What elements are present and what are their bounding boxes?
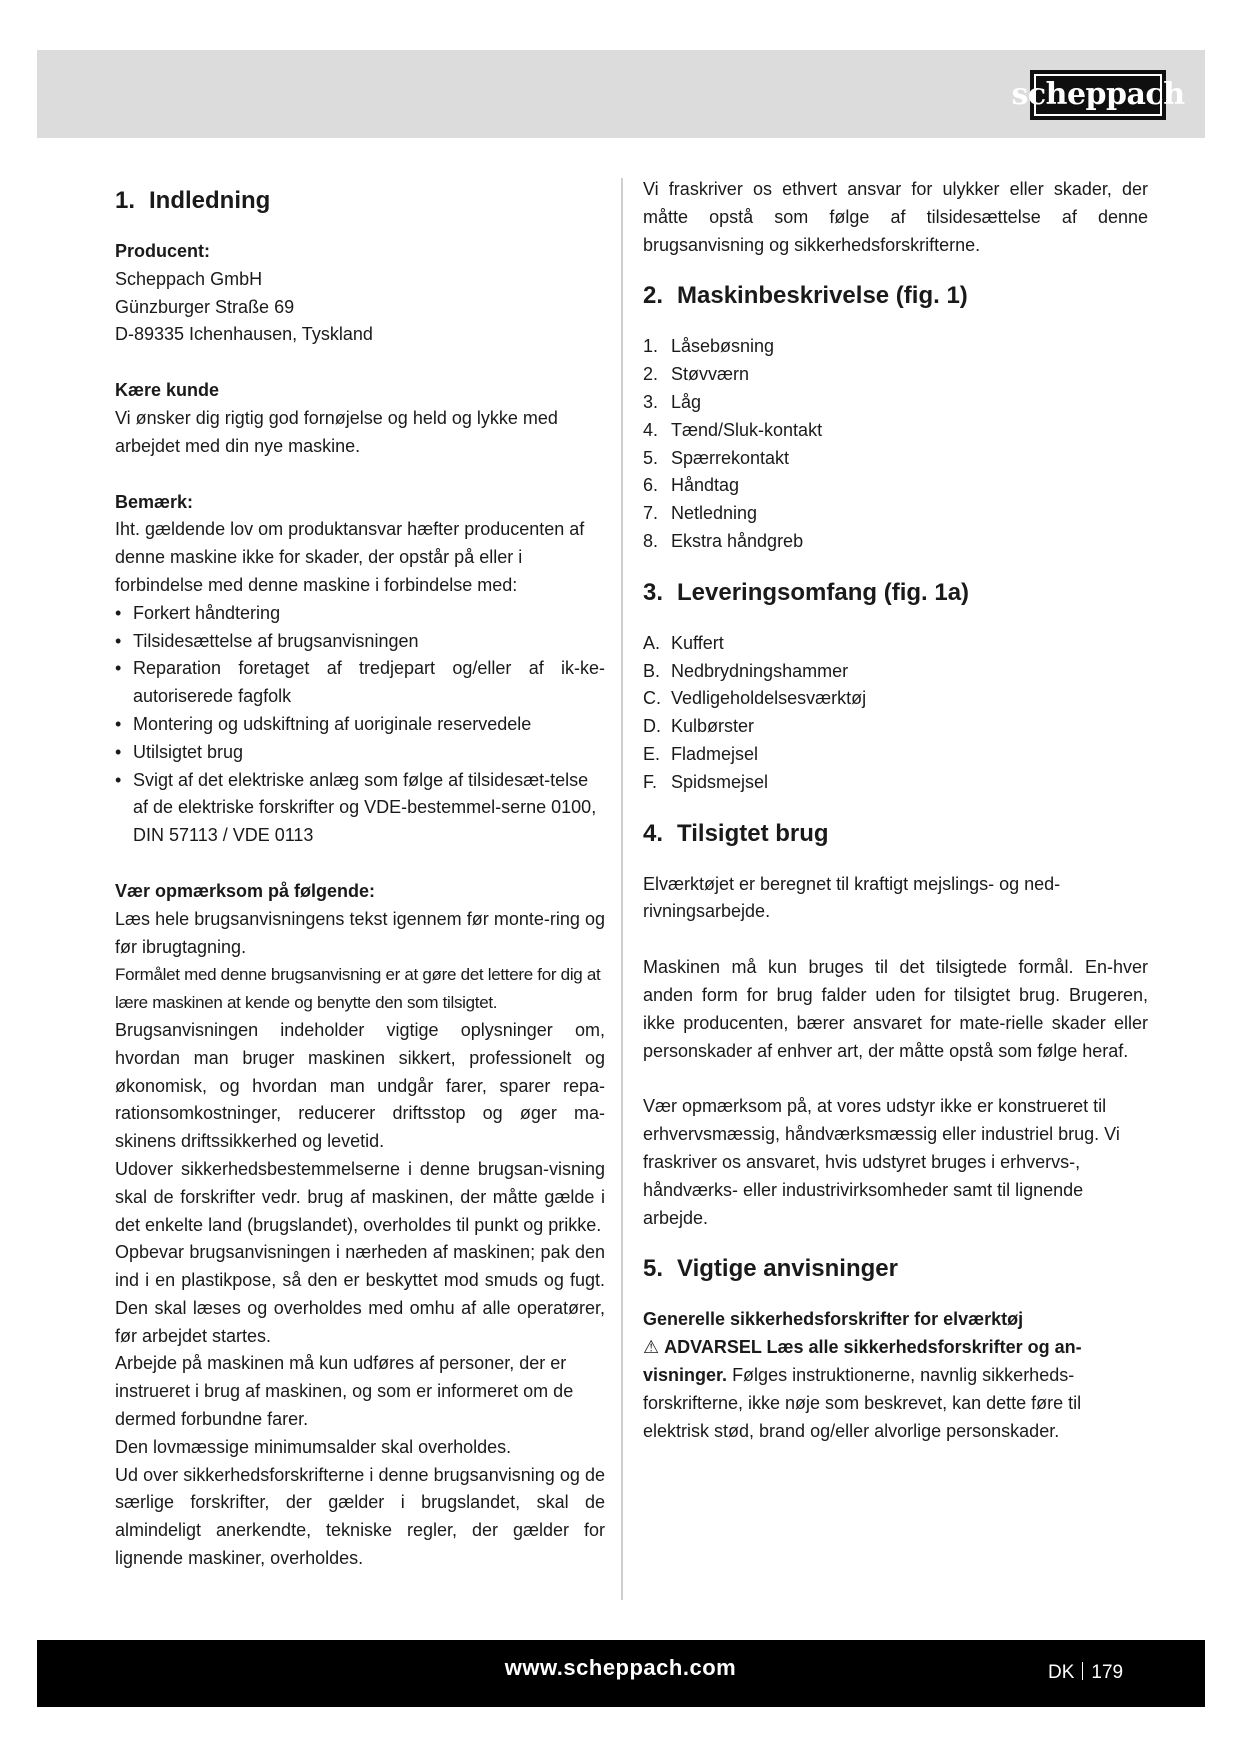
producer-label: Producent: <box>115 241 211 261</box>
dear-customer-label: Kære kunde <box>115 380 220 401</box>
producer-line: Scheppach GmbH <box>115 268 263 289</box>
list-item: • Montering og udskiftning af uoriginale reservedele <box>115 711 605 739</box>
left-column <box>115 178 605 1573</box>
section-heading-scope-of-delivery: 3. Leveringsomfang (fig. 1a) <box>643 578 970 606</box>
warning-text: Følges instruktionerne, navnlig sikkerheds-forskrifterne, ikke nøje som beskrevet, kan dette føre til elektrisk stød, brand og/eller alvorlige personskader. <box>643 1364 1082 1441</box>
machine-parts-list <box>643 333 1148 555</box>
list-item: • Svigt af det elektriske anlæg som følge af tilsidesæt-telse af de elektriske forskrifter og VDE-bestemmel-serne 0100, DIN 57113 / VDE 0113 <box>115 767 605 850</box>
producer-line: Günzburger Straße 69 <box>115 296 295 317</box>
dear-customer-text: Vi ønsker dig rigtig god fornøjelse og held og lykke med arbejdet med din nye maskine. <box>115 407 558 456</box>
list-item: F. Spidsmejsel <box>643 771 769 792</box>
warning-icon: ⚠ <box>643 1337 660 1358</box>
list-item: E. Fladmejsel <box>643 743 759 764</box>
list-item: B. Nedbrydningshammer <box>643 660 849 681</box>
intended-use-paragraph: Vær opmærksom på, at vores udstyr ikke er konstrueret til erhvervsmæssig, håndværksmæssig eller industriel brug. Vi fraskriver os ansvaret, hvis udstyret bruges i erhvervs-, håndværks- eller industrivirksomheder samt til lignende arbejde. <box>643 1096 1120 1228</box>
attention-paragraph: Arbejde på maskinen må kun udføres af personer, der er instrueret i brug af maskinen, og som er informeret om de dermed forbundne farer. <box>115 1353 574 1430</box>
safety-rules-label: Generelle sikkerhedsforskrifter for elværktøj <box>643 1309 1024 1330</box>
list-item: • Utilsigtet brug <box>115 739 605 767</box>
intended-use-paragraph: Maskinen må kun bruges til det tilsigtede formål. En-hver anden form for brug falder uden for tilsigtet brug. Brugeren, ikke producenten, bærer ansvaret for mate-rielle skader eller personskader af enhver art, der måtte opstå som følge heraf. <box>643 957 1148 1061</box>
list-item: 6. Håndtag <box>643 475 740 496</box>
attention-paragraph: Den lovmæssige minimumsalder skal overholdes. <box>115 1436 512 1457</box>
attention-paragraph: Læs hele brugsanvisningens tekst igennem før monte-ring og før ibrugtagning. <box>115 908 605 957</box>
disclaimer-text: Vi fraskriver os ethvert ansvar for ulykker eller skader, der måtte opstå som følge af tilsidesættelse af denne brugsanvisning og sikkerhedsforskrifterne. <box>643 179 1148 255</box>
delivery-list <box>643 630 1148 797</box>
list-item: 3. Låg <box>643 391 702 412</box>
list-item: • Forkert håndtering <box>115 600 605 628</box>
list-item: A. Kuffert <box>643 632 724 653</box>
warning-paragraph <box>643 1334 1148 1445</box>
attention-paragraph: Formålet med denne brugsanvisning er at gøre det lettere for dig at lære maskinen at kende og benytte den som tilsigtet. <box>115 965 601 1013</box>
list-item: • Tilsidesættelse af brugsanvisningen <box>115 628 605 656</box>
intended-use-paragraph: Elværktøjet er beregnet til kraftigt mejslings- og ned-rivningsarbejde. <box>643 873 1061 922</box>
warning-bold-text: ADVARSEL Læs alle sikkerhedsforskrifter og an-visninger. <box>643 1337 1082 1385</box>
list-item: 7. Netledning <box>643 503 758 524</box>
list-item: 5. Spærrekontakt <box>643 447 790 468</box>
list-item: 4. Tænd/Sluk-kontakt <box>643 419 823 440</box>
producer-line: D-89335 Ichenhausen, Tyskland <box>115 324 373 345</box>
attention-paragraph: Udover sikkerhedsbestemmelserne i denne brugsan-visning skal de forskrifter vedr. brug af maskinen, der måtte gælde i det enkelte land (brugslandet), overholdes til punkt og prikke. <box>115 1158 605 1235</box>
attention-label: Vær opmærksom på følgende: <box>115 880 376 901</box>
attention-paragraph: Ud over sikkerhedsforskrifterne i denne brugsanvisning og de særlige forskrifter, der gælder i brugslandet, skal de almindeligt anerkendte, tekniske regler, der gælder for lignende maskiner, overholdes. <box>115 1464 605 1569</box>
section-heading-important-instructions: 5. Vigtige anvisninger <box>643 1255 898 1283</box>
attention-paragraph: Brugsanvisningen indeholder vigtige oplysninger om, hvordan man bruger maskinen sikkert, professionelt og økonomisk, og hvordan man undgår farer, sparer repa-rationsomkostninger, reducerer driftsstop og øger ma-skinens driftssikkerhed og levetid. <box>115 1019 605 1152</box>
section-heading-machine-description: 2. Maskinbeskrivelse (fig. 1) <box>643 282 968 310</box>
list-item: • Reparation foretaget af tredjepart og/eller af ik-ke-autoriserede fagfolk <box>115 655 605 711</box>
list-item: D. Kulbørster <box>643 716 755 737</box>
list-item: 2. Støvværn <box>643 364 750 385</box>
column-divider <box>621 178 623 1600</box>
list-item: 8. Ekstra håndgreb <box>643 530 804 551</box>
list-item: C. Vedligeholdelsesværktøj <box>643 688 867 709</box>
note-label: Bemærk: <box>115 491 194 512</box>
scheppach-logo: scheppach <box>1030 70 1166 120</box>
footer-website-link[interactable]: www.scheppach.com <box>504 1655 737 1680</box>
note-text: Iht. gældende lov om produktansvar hæfter producenten af denne maskine ikke for skader, der opstår på eller i forbindelse med denne maskine i forbindelse med: <box>115 519 585 595</box>
section-heading-introduction: 1. Indledning <box>115 187 271 214</box>
list-item: 1. Låsebøsning <box>643 336 775 357</box>
attention-paragraph: Opbevar brugsanvisningen i nærheden af maskinen; pak den ind i en plastikpose, så den er beskyttet mod smuds og fugt. Den skal læses og overholdes med omhu af alle operatører, før arbejdet startes. <box>115 1242 605 1346</box>
page-number: DK 179 <box>1048 1662 1124 1683</box>
section-heading-intended-use: 4. Tilsigtet brug <box>643 819 829 847</box>
liability-list <box>115 600 605 850</box>
right-column <box>643 178 1148 1445</box>
